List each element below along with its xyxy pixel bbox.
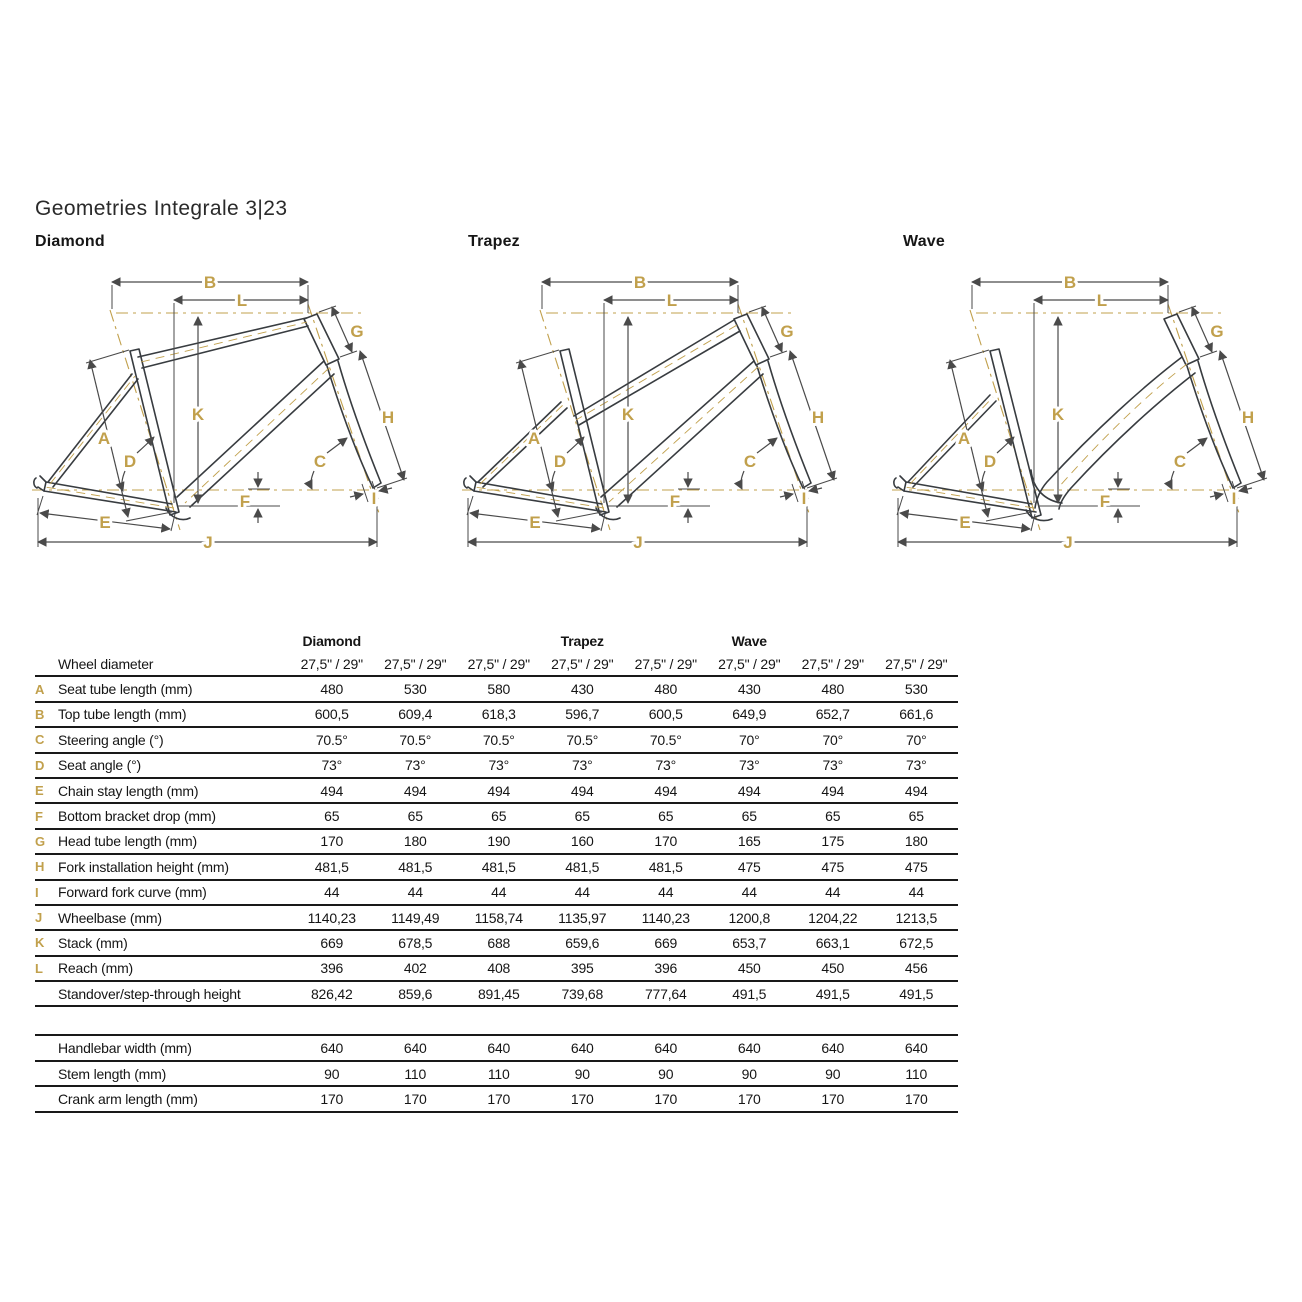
row-label: Wheel diameter (58, 655, 154, 672)
cell-col4: 596,7 (565, 706, 600, 723)
cell-col8: 27,5" / 29" (885, 655, 948, 672)
diagram-wave (892, 273, 1267, 552)
cell-col5: 481,5 (648, 858, 683, 875)
row-letter: F (35, 808, 43, 824)
cell-col3: 408 (487, 960, 511, 977)
dim-label-I: I (801, 489, 807, 508)
cell-col3: 580 (487, 681, 511, 698)
step-through-scoop (1031, 470, 1062, 503)
cell-col6: 475 (737, 858, 761, 875)
cell-col1: 826,42 (310, 985, 353, 1002)
cell-col5: 669 (654, 934, 678, 951)
cell-col2: 73° (404, 757, 426, 774)
cell-col1: 44 (324, 884, 340, 901)
cell-col8: 44 (908, 884, 924, 901)
top-tube (138, 318, 308, 368)
cell-col5: 170 (654, 1090, 678, 1107)
dim-label-F: F (669, 492, 681, 511)
row-label: Crank arm length (mm) (58, 1090, 198, 1107)
dim-label-L: L (666, 291, 678, 310)
diagram-title-wave: Wave (903, 233, 946, 250)
dim-label-K: K (191, 405, 205, 424)
cell-col3: 618,3 (481, 706, 516, 723)
table-row (35, 804, 958, 829)
cell-col3: 65 (491, 808, 507, 825)
table-row (35, 906, 958, 931)
cell-col6: 491,5 (732, 985, 767, 1002)
cell-col3: 688 (487, 934, 511, 951)
cell-col3: 481,5 (481, 858, 516, 875)
chain-stay (44, 482, 176, 512)
cell-col1: Diamond (302, 633, 361, 649)
cell-col4: 170 (570, 1090, 594, 1107)
cell-col6: 90 (741, 1065, 757, 1082)
head-tube (734, 314, 769, 365)
cell-col1: 669 (320, 934, 344, 951)
dim-label-H: H (381, 408, 395, 427)
cell-col8: 672,5 (899, 934, 934, 951)
cell-col5: 640 (654, 1040, 678, 1057)
cell-col3: 170 (487, 1090, 511, 1107)
cell-col3: 110 (487, 1065, 510, 1082)
cell-col7: 1204,22 (808, 909, 858, 926)
dim-label-L: L (236, 291, 248, 310)
cell-col1: 600,5 (314, 706, 349, 723)
diagram-diamond (32, 273, 407, 552)
cell-col6: 1200,8 (728, 909, 771, 926)
table-row (35, 957, 958, 982)
row-label: Forward fork curve (mm) (58, 884, 207, 901)
cell-col4: 1135,97 (558, 909, 607, 926)
cell-col7: 70° (822, 731, 844, 748)
cell-col7: 663,1 (815, 934, 850, 951)
cell-col8: 456 (904, 960, 928, 977)
cell-col8: 73° (905, 757, 927, 774)
dim-label-D: D (983, 452, 997, 471)
dim-label-D: D (553, 452, 567, 471)
cell-col4: 430 (570, 681, 594, 698)
cell-col5: 480 (654, 681, 678, 698)
row-letter: A (35, 681, 45, 697)
dim-label-B: B (1063, 273, 1077, 292)
wheel-diameter-row (35, 652, 958, 677)
cell-col2: 859,6 (398, 985, 433, 1002)
cell-col2: 170 (403, 1090, 427, 1107)
seat-stay (908, 395, 996, 487)
cell-col5: 170 (654, 833, 678, 850)
row-letter: E (35, 783, 44, 799)
dim-label-C: C (1173, 452, 1187, 471)
cell-col1: 170 (320, 833, 344, 850)
cell-col1: 27,5" / 29" (300, 655, 363, 672)
cell-col4: 70.5° (566, 731, 599, 748)
cell-col5: 70.5° (649, 731, 682, 748)
cell-col5: 777,64 (644, 985, 687, 1002)
component-row (35, 1087, 958, 1112)
cell-col8: 70° (905, 731, 927, 748)
cell-col3: 640 (487, 1040, 511, 1057)
dim-label-C: C (313, 452, 327, 471)
cell-col2: 44 (407, 884, 423, 901)
cell-col6: 640 (737, 1040, 761, 1057)
cell-col7: 640 (821, 1040, 845, 1057)
page-title: Geometries Integrale 3|23 (35, 197, 288, 220)
cell-col6: 27,5" / 29" (718, 655, 781, 672)
cell-col4: 73° (571, 757, 593, 774)
component-row (35, 1034, 958, 1061)
cell-col1: 494 (320, 782, 344, 799)
dim-label-A: A (957, 429, 971, 448)
dim-label-B: B (203, 273, 217, 292)
dim-label-J: J (203, 533, 213, 552)
row-letter: B (35, 706, 45, 722)
cell-col1: 70.5° (315, 731, 348, 748)
table-row (35, 830, 958, 855)
cell-col6: 44 (741, 884, 757, 901)
cell-col2: 481,5 (398, 858, 433, 875)
dim-label-H: H (1241, 408, 1255, 427)
cell-col4: 494 (570, 782, 594, 799)
cell-col7: 491,5 (815, 985, 850, 1002)
dim-label-A: A (527, 429, 541, 448)
cell-col5: 90 (658, 1065, 674, 1082)
cell-col7: 44 (825, 884, 841, 901)
cell-col6: 653,7 (732, 934, 767, 951)
seat-tube (990, 349, 1041, 518)
cell-col1: 481,5 (314, 858, 349, 875)
dim-label-L: L (1096, 291, 1108, 310)
cell-col2: 494 (403, 782, 427, 799)
row-label: Bottom bracket drop (mm) (58, 808, 216, 825)
cell-col2: 27,5" / 29" (384, 655, 447, 672)
cell-col3: 494 (487, 782, 511, 799)
cell-col8: 661,6 (899, 706, 934, 723)
dim-label-F: F (239, 492, 251, 511)
cell-col8: 475 (904, 858, 928, 875)
row-label: Stem length (mm) (58, 1065, 167, 1082)
cell-col4: 160 (570, 833, 594, 850)
row-label: Seat tube length (mm) (58, 681, 193, 698)
cell-col8: 170 (904, 1090, 928, 1107)
table-row (35, 982, 958, 1007)
chain-stay (904, 482, 1036, 512)
cell-col3: 44 (491, 884, 507, 901)
dim-label-H: H (811, 408, 825, 427)
cell-col7: 494 (821, 782, 845, 799)
head-tube (304, 314, 339, 365)
cell-col2: 678,5 (398, 934, 433, 951)
row-label: Standover/step-through height (58, 985, 241, 1002)
cell-col6: 450 (737, 960, 761, 977)
cell-col5: 73° (655, 757, 677, 774)
component-row (35, 1062, 958, 1087)
dim-label-G: G (350, 322, 364, 341)
row-letter: G (35, 833, 46, 849)
table-row (35, 881, 958, 906)
cell-col6: 70° (738, 731, 760, 748)
cell-col5: 44 (658, 884, 674, 901)
fork (757, 361, 811, 488)
cell-col3: 190 (487, 833, 511, 850)
cell-col5: 396 (654, 960, 678, 977)
cell-col4: 640 (570, 1040, 594, 1057)
table-row (35, 754, 958, 779)
cell-col8: 110 (905, 1065, 928, 1082)
cell-col2: 110 (404, 1065, 427, 1082)
row-letter: K (35, 935, 45, 951)
dim-label-J: J (633, 533, 643, 552)
cell-col4: 27,5" / 29" (551, 655, 614, 672)
cell-col3: 891,45 (477, 985, 520, 1002)
row-letter: L (35, 960, 43, 976)
table-row (35, 931, 958, 956)
geometry-table (35, 630, 958, 1113)
table-row (35, 677, 958, 702)
dim-label-C: C (743, 452, 757, 471)
cell-col1: 640 (320, 1040, 344, 1057)
cell-col4: 395 (570, 960, 594, 977)
cell-col7: 65 (825, 808, 841, 825)
row-label: Top tube length (mm) (58, 706, 187, 723)
diagram-title-trapez: Trapez (468, 233, 520, 250)
cell-col3: 27,5" / 29" (467, 655, 530, 672)
table-row (35, 779, 958, 804)
cell-col8: 494 (904, 782, 928, 799)
cell-col6: 649,9 (732, 706, 767, 723)
cell-col4: 90 (574, 1065, 590, 1082)
row-letter: I (35, 884, 39, 900)
dim-label-K: K (1051, 405, 1065, 424)
cell-col5: 600,5 (648, 706, 683, 723)
dim-label-I: I (371, 489, 377, 508)
dim-label-K: K (621, 405, 635, 424)
chain-stay (474, 482, 606, 512)
cell-col4: Trapez (560, 633, 604, 649)
row-letter: H (35, 859, 45, 875)
cell-col7: 170 (821, 1090, 845, 1107)
group-header-row (35, 630, 958, 652)
cell-col7: 480 (821, 681, 845, 698)
cell-col1: 90 (324, 1065, 340, 1082)
frame-geometry-diagrams (0, 255, 1302, 565)
cell-col4: 739,68 (561, 985, 604, 1002)
cell-col8: 530 (904, 681, 928, 698)
cell-col1: 65 (324, 808, 340, 825)
table-row (35, 703, 958, 728)
cell-col8: 1213,5 (895, 909, 938, 926)
cell-col6: 73° (738, 757, 760, 774)
row-letter: D (35, 757, 45, 773)
table-gap (35, 1007, 958, 1034)
cell-col8: 65 (908, 808, 924, 825)
cell-col5: 65 (658, 808, 674, 825)
row-label: Stack (mm) (58, 934, 128, 951)
cell-col2: 70.5° (399, 731, 432, 748)
cell-col6: 165 (737, 833, 761, 850)
table-row (35, 855, 958, 880)
cell-col1: 396 (320, 960, 344, 977)
dim-label-G: G (780, 322, 794, 341)
cell-col7: 90 (825, 1065, 841, 1082)
fork (327, 361, 381, 488)
row-label: Head tube length (mm) (58, 833, 197, 850)
cell-col4: 481,5 (565, 858, 600, 875)
cell-col6: 494 (737, 782, 761, 799)
row-letter: J (35, 910, 43, 926)
dim-label-B: B (633, 273, 647, 292)
cell-col2: 530 (403, 681, 427, 698)
dim-label-D: D (123, 452, 137, 471)
cell-col1: 73° (321, 757, 343, 774)
diagram-trapez (462, 273, 837, 552)
cell-col7: 475 (821, 858, 845, 875)
dim-label-E: E (529, 513, 541, 532)
cell-col7: 450 (821, 960, 845, 977)
cell-col5: 494 (654, 782, 678, 799)
cell-col2: 180 (403, 833, 427, 850)
cell-col2: 640 (403, 1040, 427, 1057)
cell-col4: 659,6 (565, 934, 600, 951)
row-label: Seat angle (°) (58, 757, 141, 774)
cell-col8: 491,5 (899, 985, 934, 1002)
cell-col7: 73° (822, 757, 844, 774)
cell-col4: 44 (574, 884, 590, 901)
diagram-title-diamond: Diamond (35, 233, 105, 250)
cell-col2: 609,4 (398, 706, 433, 723)
cell-col6: 430 (737, 681, 761, 698)
dim-label-J: J (1063, 533, 1073, 552)
cell-col8: 180 (904, 833, 928, 850)
row-letter: C (35, 732, 45, 748)
dim-label-E: E (99, 513, 111, 532)
cell-col7: 652,7 (815, 706, 850, 723)
table-row (35, 728, 958, 753)
cell-col6: Wave (731, 633, 767, 649)
row-label: Handlebar width (mm) (58, 1040, 192, 1057)
cell-col5: 1140,23 (641, 909, 690, 926)
row-label: Wheelbase (mm) (58, 909, 162, 926)
cell-col7: 27,5" / 29" (801, 655, 864, 672)
dim-label-F: F (1099, 492, 1111, 511)
dim-label-G: G (1210, 322, 1224, 341)
cell-col3: 73° (488, 757, 510, 774)
cell-col6: 65 (741, 808, 757, 825)
cell-col2: 402 (403, 960, 427, 977)
cell-col1: 1140,23 (307, 909, 356, 926)
row-label: Chain stay length (mm) (58, 782, 199, 799)
dim-label-E: E (959, 513, 971, 532)
cell-col1: 170 (320, 1090, 344, 1107)
cell-col2: 65 (407, 808, 423, 825)
down-tube (601, 361, 763, 507)
dim-label-I: I (1231, 489, 1237, 508)
row-label: Steering angle (°) (58, 731, 164, 748)
dim-label-A: A (97, 429, 111, 448)
cell-col3: 70.5° (482, 731, 515, 748)
cell-col8: 640 (904, 1040, 928, 1057)
fork (1187, 361, 1241, 488)
cell-col3: 1158,74 (474, 909, 523, 926)
cell-col7: 175 (821, 833, 845, 850)
cell-col2: 1149,49 (391, 909, 440, 926)
cell-col1: 480 (320, 681, 344, 698)
cell-col5: 27,5" / 29" (634, 655, 697, 672)
row-label: Reach (mm) (58, 960, 134, 977)
cell-col4: 65 (574, 808, 590, 825)
row-label: Fork installation height (mm) (58, 858, 229, 875)
cell-col6: 170 (737, 1090, 761, 1107)
